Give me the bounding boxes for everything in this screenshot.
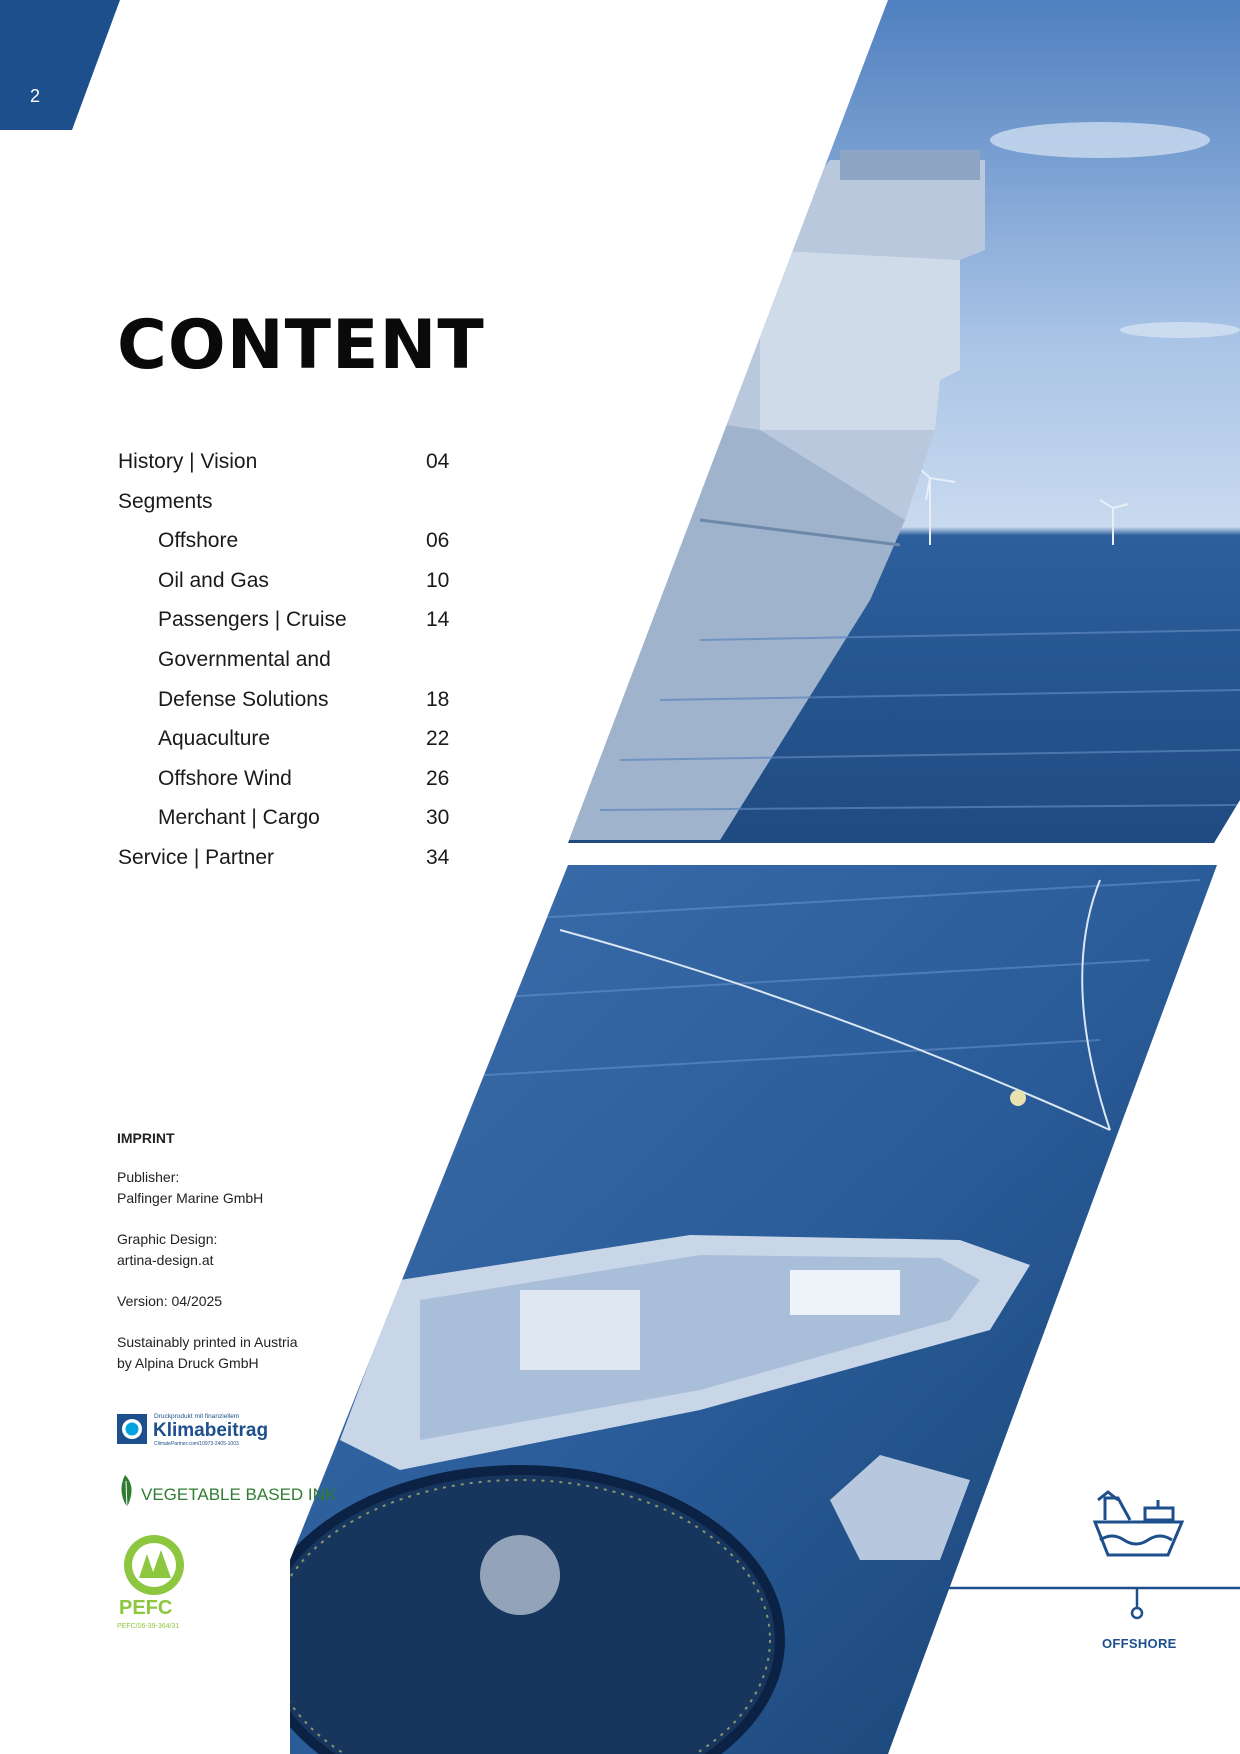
toc-label: Oil and Gas — [158, 568, 269, 592]
design-label: Graphic Design: — [117, 1231, 218, 1247]
aquaculture-photo — [260, 860, 1240, 1754]
pefc-text: PEFC — [119, 1597, 173, 1619]
toc-label: Service | Partner — [118, 846, 275, 869]
toc-page-number: 34 — [426, 846, 450, 869]
toc-page-number: 26 — [426, 766, 450, 790]
publisher-label: Publisher: — [117, 1169, 180, 1185]
toc-page-number: 14 — [426, 608, 450, 632]
klima-small-text: Druckprodukt mit finanziellem — [154, 1413, 240, 1420]
toc-label: Aquaculture — [158, 727, 271, 751]
vegetable-ink-logo — [117, 1473, 337, 1511]
toc-row — [118, 447, 488, 477]
print-line-1: Sustainably printed in Austria — [117, 1334, 298, 1350]
toc-label: Offshore Wind — [158, 766, 292, 790]
segment-label-offshore: OFFSHORE — [1102, 1636, 1177, 1651]
imprint-heading: IMPRINT — [117, 1130, 175, 1146]
toc-page-number: 10 — [426, 568, 450, 592]
toc-row — [158, 685, 488, 715]
toc-label: History | Vision — [118, 450, 258, 473]
toc-page-number: 18 — [426, 687, 450, 711]
toc-row — [158, 803, 488, 833]
klimabeitrag-logo — [117, 1410, 292, 1448]
toc-label: Merchant | Cargo — [158, 806, 320, 830]
toc-label: Offshore — [158, 529, 239, 553]
toc-page-number: 30 — [426, 806, 450, 830]
toc-row — [158, 724, 488, 754]
version-text: Version: 04/2025 — [117, 1293, 223, 1309]
imprint-block — [117, 1128, 347, 1394]
pefc-logo — [117, 1532, 197, 1632]
toc-page-number: 22 — [426, 727, 450, 751]
toc-label: Segments — [118, 489, 213, 513]
toc-page-number: 04 — [426, 450, 450, 473]
toc-label: Governmental and — [158, 648, 331, 671]
page-number: 2 — [30, 86, 41, 106]
veg-ink-text: VEGETABLE BASED INK — [141, 1485, 337, 1504]
toc-row — [118, 843, 488, 873]
toc-row — [158, 566, 488, 596]
offshore-vessel-icon — [1095, 1492, 1182, 1555]
toc-row — [158, 764, 488, 794]
ship-photo — [560, 0, 1240, 850]
toc-label: Passengers | Cruise — [158, 608, 347, 632]
publisher-name: Palfinger Marine GmbH — [117, 1190, 264, 1206]
klima-main-text: Klimabeitrag — [153, 1420, 269, 1441]
design-name: artina-design.at — [117, 1252, 214, 1268]
toc-label: Defense Solutions — [158, 687, 329, 711]
toc-row — [118, 487, 488, 517]
toc-row — [158, 605, 488, 635]
print-line-2: by Alpina Druck GmbH — [117, 1355, 259, 1371]
toc-row — [158, 645, 488, 675]
page-title: CONTENT — [117, 306, 485, 385]
pefc-id-text: PEFC/06-39-364/31 — [117, 1623, 180, 1630]
klima-id-text: ClimatePartner.com/10973-2405-1003 — [154, 1441, 239, 1447]
toc-page-number: 06 — [426, 529, 450, 553]
toc-row — [158, 526, 488, 556]
